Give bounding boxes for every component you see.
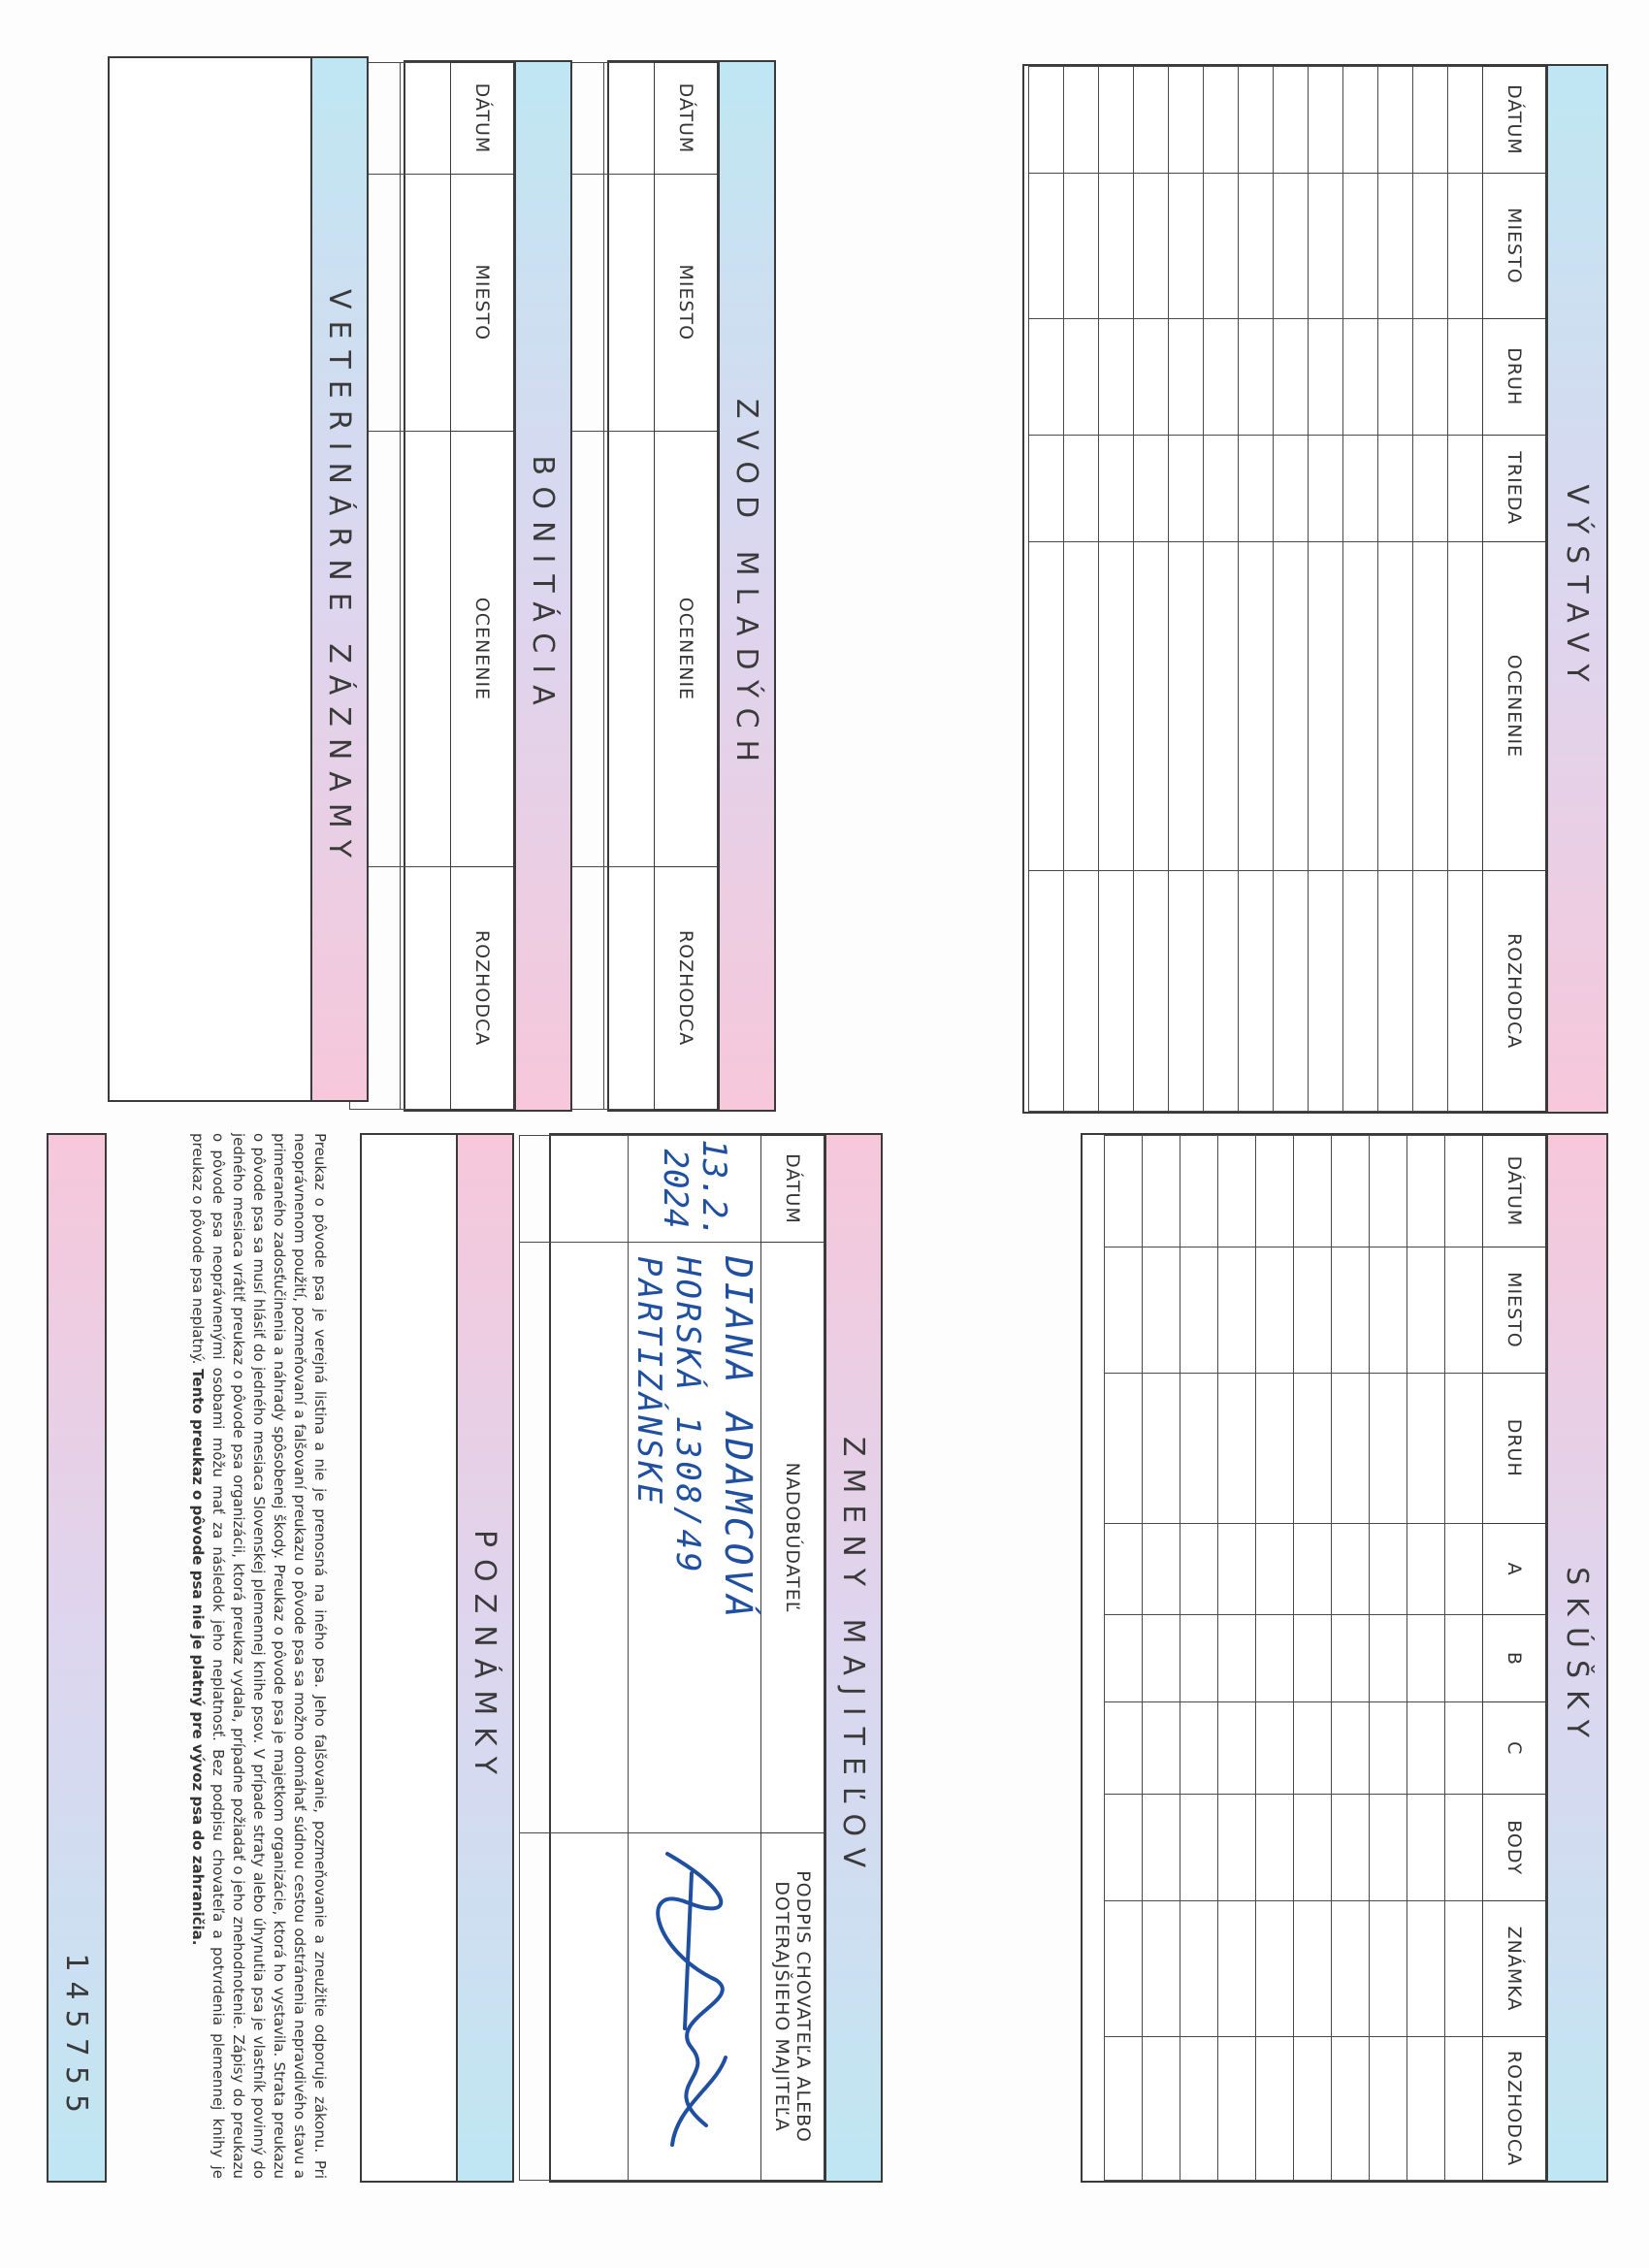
owner-change-date-year: 2024 — [656, 1149, 695, 1229]
vystavy-cell[interactable] — [1029, 173, 1064, 318]
skusky-cell[interactable] — [1407, 1373, 1445, 1523]
skusky-cell[interactable] — [1294, 1247, 1332, 1373]
skusky-cell[interactable] — [1407, 1247, 1445, 1373]
skusky-cell[interactable] — [1180, 1702, 1218, 1795]
bonitacia-title: BONITÁCIA — [514, 62, 570, 1110]
poznamky-section — [360, 1133, 514, 2183]
vystavy-cell[interactable] — [1274, 173, 1309, 318]
skusky-row — [1143, 1136, 1180, 2181]
vystavy-row — [1413, 67, 1448, 1112]
skusky-cell[interactable] — [1180, 1795, 1218, 1901]
skusky-cell[interactable] — [1332, 1247, 1370, 1373]
skusky-cell[interactable] — [1180, 1247, 1218, 1373]
bonitacia-col-header: ROZHODCA — [451, 867, 514, 1110]
skusky-cell[interactable] — [1332, 1901, 1370, 2037]
skusky-cell[interactable] — [1143, 1136, 1180, 1247]
vystavy-cell[interactable] — [1274, 67, 1309, 174]
skusky-cell[interactable] — [1256, 1795, 1294, 1901]
zvod-cell[interactable] — [604, 174, 655, 431]
skusky-col-header: ROZHODCA — [1483, 2036, 1546, 2180]
bonitacia-col-header: DÁTUM — [451, 63, 514, 175]
vystavy-cell[interactable] — [1413, 173, 1448, 318]
skusky-cell[interactable] — [1105, 2036, 1143, 2180]
zvod-col-header: ROZHODCA — [655, 867, 718, 1110]
skusky-cell[interactable] — [1105, 1136, 1143, 1247]
skusky-col-header: BODY — [1483, 1795, 1546, 1901]
skusky-cell[interactable] — [1218, 1615, 1256, 1702]
vystavy-cell[interactable] — [1204, 173, 1239, 318]
skusky-cell[interactable] — [1105, 1702, 1143, 1795]
vystavy-row — [1274, 67, 1309, 1112]
vystavy-cell[interactable] — [1274, 318, 1309, 435]
skusky-cell[interactable] — [1218, 1702, 1256, 1795]
zmeny-title: ZMENY MAJITEĽOV — [824, 1135, 881, 2181]
vystavy-row — [1448, 67, 1483, 1112]
skusky-row — [1332, 1136, 1370, 2181]
skusky-cell[interactable] — [1294, 2036, 1332, 2180]
vystavy-row — [1134, 67, 1169, 1112]
skusky-cell[interactable] — [1256, 1901, 1294, 2037]
skusky-col-header: DÁTUM — [1483, 1136, 1546, 1247]
skusky-table — [1104, 1135, 1546, 2181]
vystavy-cell[interactable] — [1274, 435, 1309, 541]
legal-notice — [187, 1133, 330, 2179]
vystavy-row — [1204, 67, 1239, 1112]
skusky-cell[interactable] — [1143, 1523, 1180, 1615]
skusky-cell[interactable] — [1143, 2036, 1180, 2180]
zvod-col-header: OCENENIE — [655, 431, 718, 867]
vystavy-cell[interactable] — [1239, 871, 1274, 1112]
skusky-cell[interactable] — [1445, 1523, 1483, 1615]
skusky-cell[interactable] — [1332, 1615, 1370, 1702]
skusky-cell[interactable] — [1143, 1795, 1180, 1901]
vystavy-cell[interactable] — [1064, 435, 1099, 541]
skusky-row — [1445, 1136, 1483, 2181]
vystavy-table — [1028, 66, 1546, 1112]
new-owner-name: DIANA ADAMCOVÁ — [717, 1255, 760, 1622]
poznamky-title: POZNÁMKY — [456, 1135, 512, 2181]
vystavy-cell[interactable] — [1134, 67, 1169, 174]
skusky-cell[interactable] — [1294, 1615, 1332, 1702]
skusky-row — [1256, 1136, 1294, 2181]
skusky-cell[interactable] — [1180, 1373, 1218, 1523]
vystavy-cell[interactable] — [1204, 541, 1239, 871]
zvod-header-row — [655, 63, 718, 1110]
vystavy-col-header: OCENENIE — [1483, 541, 1546, 871]
veterinarne-section — [108, 56, 369, 1102]
skusky-cell[interactable] — [1105, 1373, 1143, 1523]
skusky-cell[interactable] — [1180, 2036, 1218, 2180]
zvod-cell[interactable] — [604, 63, 655, 175]
skusky-cell[interactable] — [1370, 1247, 1407, 1373]
skusky-cell[interactable] — [1256, 1373, 1294, 1523]
skusky-cell[interactable] — [1445, 1901, 1483, 2037]
veterinarne-title: VETERINÁRNE ZÁZNAMY — [310, 58, 367, 1100]
zmeny-section — [549, 1133, 883, 2183]
skusky-cell[interactable] — [1105, 1523, 1143, 1615]
skusky-header-row — [1483, 1136, 1546, 2181]
zmeny-empty-row — [520, 1136, 629, 2181]
vystavy-col-header: TRIEDA — [1483, 435, 1546, 541]
zvod-col-header: MIESTO — [655, 174, 718, 431]
vystavy-cell[interactable] — [1274, 871, 1309, 1112]
vystavy-cell[interactable] — [1204, 435, 1239, 541]
skusky-cell[interactable] — [1180, 1901, 1218, 2037]
skusky-cell[interactable] — [1332, 1523, 1370, 1615]
bonitacia-cell[interactable] — [401, 431, 451, 867]
new-owner-address: HORSKÁ 1308/49 PARTIZÁNSKE — [630, 1255, 707, 1575]
skusky-cell[interactable] — [1294, 1702, 1332, 1795]
skusky-cell[interactable] — [1256, 1136, 1294, 1247]
owner-change-date-day: 13.2. — [695, 1139, 733, 1239]
vystavy-cell[interactable] — [1448, 173, 1483, 318]
skusky-col-header: B — [1483, 1615, 1546, 1702]
zmeny-entry-row — [629, 1136, 761, 2181]
skusky-section — [1081, 1133, 1608, 2183]
vystavy-row — [1029, 67, 1064, 1112]
vystavy-cell[interactable] — [1064, 173, 1099, 318]
skusky-cell[interactable] — [1105, 1795, 1143, 1901]
skusky-cell[interactable] — [1445, 1247, 1483, 1373]
vystavy-cell[interactable] — [1309, 541, 1343, 871]
vystavy-cell[interactable] — [1134, 871, 1169, 1112]
bonitacia-cell[interactable] — [401, 63, 451, 175]
skusky-cell[interactable] — [1105, 1901, 1143, 2037]
vystavy-cell[interactable] — [1099, 435, 1134, 541]
skusky-cell[interactable] — [1143, 1702, 1180, 1795]
vystavy-cell[interactable] — [1169, 173, 1204, 318]
skusky-cell[interactable] — [1445, 1795, 1483, 1901]
skusky-cell[interactable] — [1143, 1247, 1180, 1373]
skusky-cell[interactable] — [1407, 1795, 1445, 1901]
skusky-cell[interactable] — [1370, 1615, 1407, 1702]
bonitacia-section — [404, 60, 572, 1112]
skusky-cell[interactable] — [1370, 1136, 1407, 1247]
skusky-cell[interactable] — [1180, 1523, 1218, 1615]
bonitacia-col-header: OCENENIE — [451, 431, 514, 867]
skusky-cell[interactable] — [1105, 1247, 1143, 1373]
vystavy-cell[interactable] — [1448, 318, 1483, 435]
vystavy-cell[interactable] — [1448, 541, 1483, 871]
zmeny-col-header: PODPIS CHOVATEĽA ALEBO DOTERAJŠIEHO MAJITEĽA — [761, 1833, 824, 2181]
skusky-cell[interactable] — [1256, 2036, 1294, 2180]
skusky-cell[interactable] — [1256, 1247, 1294, 1373]
vystavy-cell[interactable] — [1309, 67, 1343, 174]
vystavy-cell[interactable] — [1169, 318, 1204, 435]
skusky-title: SKÚŠKY — [1546, 1135, 1606, 2181]
vystavy-cell[interactable] — [1029, 871, 1064, 1112]
vystavy-cell[interactable] — [1099, 318, 1134, 435]
skusky-cell[interactable] — [1143, 1373, 1180, 1523]
vystavy-cell[interactable] — [1448, 67, 1483, 174]
zmeny-col-header: NADOBÚDATEĽ — [761, 1242, 824, 1832]
skusky-cell[interactable] — [1332, 1795, 1370, 1901]
zvod-table — [553, 62, 718, 1110]
vystavy-cell[interactable] — [1134, 541, 1169, 871]
vystavy-cell[interactable] — [1134, 318, 1169, 435]
skusky-cell[interactable] — [1445, 2036, 1483, 2180]
skusky-cell[interactable] — [1370, 1795, 1407, 1901]
skusky-cell[interactable] — [1256, 1615, 1294, 1702]
skusky-cell[interactable] — [1370, 1702, 1407, 1795]
vystavy-col-header: DÁTUM — [1483, 67, 1546, 174]
skusky-cell[interactable] — [1218, 1136, 1256, 1247]
vystavy-cell[interactable] — [1448, 435, 1483, 541]
skusky-row — [1218, 1136, 1256, 2181]
vystavy-row — [1099, 67, 1134, 1112]
serial-strip — [47, 1133, 107, 2183]
legal-notice-text: Preukaz o pôvode psa je verejná listina a nie je prenosná na iného psa. Jeho falšovanie, pozmeňovanie a zneužitie odporuje zákonu. Pri neoprávnenom použití, pozmeňovaní a falšovaní preukazu o pôvode psa sa možno domáhať súdnou cestou odstránenia nepravdivého stavu a primeraného zadosťučinenia a náhrady spôsobenej škody. Preukaz o pôvode psa je majetkom organizácie, ktorá ho vystavila. Strata preukazu o pôvode psa sa musí hlásiť do jedného mesiaca Slovenskej plemennej knihe psov. V prípade straty alebo úhynutia psa je vlastník povinný do jedného mesiaca vrátiť preukaz o pôvode psa organizácii, ktorá preukaz vydala, prípadne požiadať o jeho znehodnotenie. Zápisy do preukazu o pôvode psa neoprávnenými osobami môžu mať za následok jeho neplatnosť. Bez podpisu chovateľa a potvrdenia plemennej knihy je preukaz o pôvode psa neplatný. — [189, 1133, 329, 2179]
vystavy-cell[interactable] — [1413, 67, 1448, 174]
vystavy-row — [1343, 67, 1378, 1112]
vystavy-cell[interactable] — [1169, 871, 1204, 1112]
vystavy-cell[interactable] — [1064, 541, 1099, 871]
vystavy-cell[interactable] — [1343, 173, 1378, 318]
vystavy-cell[interactable] — [1413, 871, 1448, 1112]
skusky-cell[interactable] — [1256, 1523, 1294, 1615]
skusky-row — [1370, 1136, 1407, 2181]
vystavy-row — [1378, 67, 1413, 1112]
vystavy-col-header: ROZHODCA — [1483, 871, 1546, 1112]
vystavy-cell[interactable] — [1343, 871, 1378, 1112]
vystavy-col-header: MIESTO — [1483, 173, 1546, 318]
skusky-cell[interactable] — [1256, 1702, 1294, 1795]
zvod-row — [604, 63, 655, 1110]
vystavy-cell[interactable] — [1099, 67, 1134, 174]
vystavy-cell[interactable] — [1274, 541, 1309, 871]
vystavy-cell[interactable] — [1378, 318, 1413, 435]
skusky-cell[interactable] — [1294, 1795, 1332, 1901]
skusky-cell[interactable] — [1407, 1901, 1445, 2037]
vystavy-cell[interactable] — [1448, 871, 1483, 1112]
zmeny-table — [519, 1135, 824, 2181]
vystavy-row — [1169, 67, 1204, 1112]
vystavy-cell[interactable] — [1029, 67, 1064, 174]
skusky-cell[interactable] — [1218, 1373, 1256, 1523]
vystavy-cell[interactable] — [1378, 173, 1413, 318]
bonitacia-row — [401, 63, 451, 1110]
zvod-title: ZVOD MLADÝCH — [718, 62, 774, 1110]
vystavy-cell[interactable] — [1343, 435, 1378, 541]
skusky-cell[interactable] — [1445, 1373, 1483, 1523]
vystavy-cell[interactable] — [1343, 67, 1378, 174]
legal-notice-bold: Tento preukaz o pôvode psa nie je platný pre vývoz psa do zahraničia. — [189, 1369, 207, 1946]
vystavy-cell[interactable] — [1169, 435, 1204, 541]
skusky-cell[interactable] — [1445, 1136, 1483, 1247]
skusky-cell[interactable] — [1407, 1702, 1445, 1795]
vystavy-cell[interactable] — [1378, 871, 1413, 1112]
vystavy-cell[interactable] — [1099, 871, 1134, 1112]
vystavy-cell[interactable] — [1134, 173, 1169, 318]
skusky-col-header: ZNÁMKA — [1483, 1901, 1546, 2037]
bonitacia-cell[interactable] — [401, 174, 451, 431]
skusky-cell[interactable] — [1180, 1136, 1218, 1247]
skusky-cell[interactable] — [1294, 1373, 1332, 1523]
vystavy-cell[interactable] — [1239, 541, 1274, 871]
vystavy-cell[interactable] — [1239, 173, 1274, 318]
skusky-cell[interactable] — [1332, 1373, 1370, 1523]
vystavy-row — [1239, 67, 1274, 1112]
skusky-cell[interactable] — [1143, 1901, 1180, 2037]
serial-number: 145755 — [59, 1953, 94, 2122]
skusky-cell[interactable] — [1105, 1615, 1143, 1702]
vystavy-cell[interactable] — [1204, 871, 1239, 1112]
bonitacia-table — [349, 62, 514, 1110]
vystavy-cell[interactable] — [1064, 67, 1099, 174]
skusky-cell[interactable] — [1143, 1615, 1180, 1702]
zvod-cell[interactable] — [604, 867, 655, 1110]
vystavy-cell[interactable] — [1309, 173, 1343, 318]
skusky-cell[interactable] — [1218, 1247, 1256, 1373]
vystavy-cell[interactable] — [1204, 67, 1239, 174]
bonitacia-col-header: MIESTO — [451, 174, 514, 431]
skusky-cell[interactable] — [1294, 1901, 1332, 2037]
vystavy-cell[interactable] — [1239, 318, 1274, 435]
skusky-col-header: DRUH — [1483, 1373, 1546, 1523]
vystavy-cell[interactable] — [1378, 435, 1413, 541]
skusky-cell[interactable] — [1445, 1615, 1483, 1702]
vystavy-cell[interactable] — [1064, 318, 1099, 435]
skusky-cell[interactable] — [1218, 1795, 1256, 1901]
zvod-cell[interactable] — [604, 431, 655, 867]
skusky-cell[interactable] — [1370, 1901, 1407, 2037]
skusky-row — [1180, 1136, 1218, 2181]
vystavy-cell[interactable] — [1343, 318, 1378, 435]
vystavy-cell[interactable] — [1309, 871, 1343, 1112]
vystavy-cell[interactable] — [1413, 318, 1448, 435]
owner-signature — [648, 1834, 745, 2174]
vystavy-header-row — [1483, 67, 1546, 1112]
vystavy-cell[interactable] — [1029, 541, 1064, 871]
skusky-cell[interactable] — [1218, 1901, 1256, 2037]
skusky-cell[interactable] — [1407, 1523, 1445, 1615]
skusky-cell[interactable] — [1218, 2036, 1256, 2180]
vystavy-cell[interactable] — [1239, 435, 1274, 541]
skusky-cell[interactable] — [1332, 1702, 1370, 1795]
vystavy-cell[interactable] — [1378, 67, 1413, 174]
bonitacia-header-row — [451, 63, 514, 1110]
vystavy-cell[interactable] — [1099, 173, 1134, 318]
skusky-cell[interactable] — [1370, 1373, 1407, 1523]
skusky-col-header: C — [1483, 1702, 1546, 1795]
vystavy-cell[interactable] — [1309, 318, 1343, 435]
skusky-row — [1294, 1136, 1332, 2181]
skusky-cell[interactable] — [1218, 1523, 1256, 1615]
vystavy-cell[interactable] — [1029, 435, 1064, 541]
skusky-cell[interactable] — [1294, 1136, 1332, 1247]
vystavy-cell[interactable] — [1413, 541, 1448, 871]
vystavy-section — [1022, 64, 1608, 1114]
vystavy-cell[interactable] — [1169, 541, 1204, 871]
vystavy-row — [1064, 67, 1099, 1112]
vystavy-title: VÝSTAVY — [1546, 66, 1606, 1112]
vystavy-cell[interactable] — [1134, 435, 1169, 541]
vystavy-cell[interactable] — [1239, 67, 1274, 174]
vystavy-cell[interactable] — [1309, 435, 1343, 541]
zvod-col-header: DÁTUM — [655, 63, 718, 175]
skusky-col-header: MIESTO — [1483, 1247, 1546, 1373]
skusky-row — [1105, 1136, 1143, 2181]
skusky-cell[interactable] — [1445, 1702, 1483, 1795]
skusky-cell[interactable] — [1370, 1523, 1407, 1615]
vystavy-cell[interactable] — [1204, 318, 1239, 435]
skusky-cell[interactable] — [1370, 2036, 1407, 2180]
vystavy-cell[interactable] — [1413, 435, 1448, 541]
zmeny-header-row — [761, 1136, 824, 2181]
vystavy-row — [1309, 67, 1343, 1112]
vystavy-cell[interactable] — [1064, 871, 1099, 1112]
skusky-cell[interactable] — [1407, 1136, 1445, 1247]
skusky-cell[interactable] — [1407, 1615, 1445, 1702]
zmeny-col-header: DÁTUM — [761, 1136, 824, 1243]
vystavy-cell[interactable] — [1378, 541, 1413, 871]
vystavy-cell[interactable] — [1343, 541, 1378, 871]
skusky-cell[interactable] — [1332, 1136, 1370, 1247]
bonitacia-cell[interactable] — [401, 867, 451, 1110]
vystavy-col-header: DRUH — [1483, 318, 1546, 435]
skusky-col-header: A — [1483, 1523, 1546, 1615]
skusky-cell[interactable] — [1332, 2036, 1370, 2180]
vystavy-cell[interactable] — [1169, 67, 1204, 174]
vystavy-cell[interactable] — [1099, 541, 1134, 871]
skusky-cell[interactable] — [1407, 2036, 1445, 2180]
skusky-cell[interactable] — [1294, 1523, 1332, 1615]
zvod-section — [607, 60, 776, 1112]
vystavy-cell[interactable] — [1029, 318, 1064, 435]
skusky-cell[interactable] — [1180, 1615, 1218, 1702]
skusky-row — [1407, 1136, 1445, 2181]
